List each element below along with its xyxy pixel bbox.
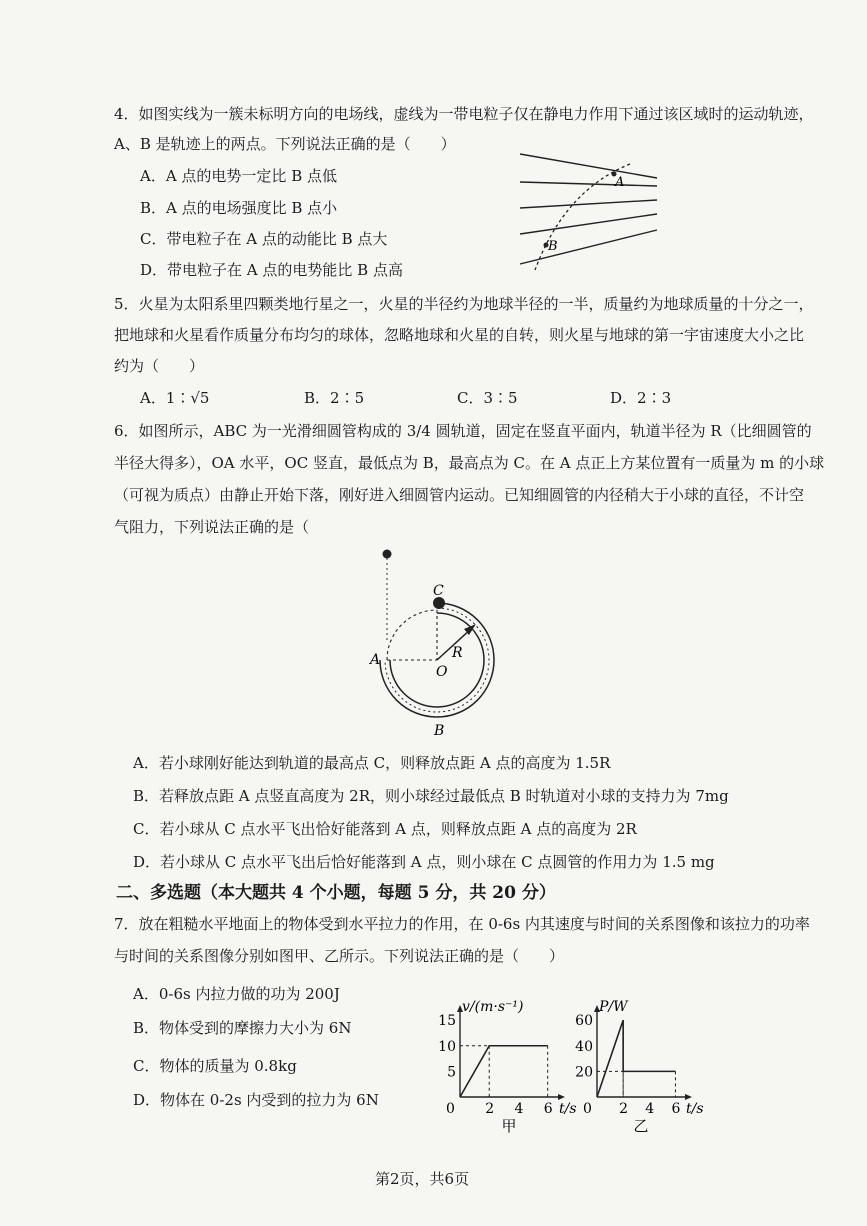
q7-option-b: B．物体受到的摩擦力大小为 6N [133, 1019, 352, 1037]
y-tick-label: 5 [447, 1064, 456, 1081]
field-line-5 [520, 230, 657, 264]
q7-stem-line1: 7．放在粗糙水平地面上的物体受到水平拉力的作用，在 0-6s 内其速度与时间的关系图像和该拉力的功率 [114, 915, 810, 933]
q4-option-b: B．A 点的电场强度比 B 点小 [140, 199, 338, 217]
label-r: R [452, 645, 463, 661]
y-axis-label: P/W [599, 999, 628, 1015]
point-b-label: B [548, 239, 558, 254]
power-time-chart [575, 995, 705, 1135]
x-tick-label: 4 [514, 1101, 524, 1117]
velocity-time-chart [440, 995, 595, 1135]
field-line-2 [520, 182, 657, 186]
q6-stem-line2: 半径大得多），OA 水平，OC 竖直，最低点为 B，最高点为 C。在 A 点正上方某位置有一质量为 m 的小球 [114, 454, 825, 472]
x-axis-label: t/s [686, 1101, 704, 1117]
y-tick-label: 15 [438, 1013, 456, 1030]
x-tick-label: 6 [671, 1101, 681, 1117]
q4-option-c: C．带电粒子在 A 点的动能比 B 点大 [140, 230, 388, 248]
q6-stem-line3: （可视为质点）由静止开始下落，刚好进入细圆管内运动。已知细圆管的内径稍大于小球的直径，不计空 [114, 486, 805, 504]
q7-option-a: A．0-6s 内拉力做的功为 200J [133, 985, 340, 1003]
y-tick-label: 60 [575, 1013, 593, 1030]
x-tick-label: 2 [619, 1101, 629, 1117]
field-line-4 [520, 214, 657, 234]
label-b: B [434, 723, 445, 739]
q6-option-d: D．若小球从 C 点水平飞出后恰好能落到 A 点，则小球在 C 点圆管的作用力为 1.5 mg [133, 853, 715, 871]
x-tick-label: 6 [543, 1101, 553, 1117]
q6-option-c: C．若小球从 C 点水平飞出恰好能落到 A 点，则释放点距 A 点的高度为 2R [133, 820, 637, 838]
q6-track-figure [360, 540, 520, 740]
chart-title: 乙 [633, 1117, 649, 1135]
q6-option-b: B．若释放点距 A 点竖直高度为 2R，则小球经过最低点 B 时轨道对小球的支持力为 7mg [133, 787, 729, 805]
x-tick-label: 0 [583, 1101, 592, 1117]
q5-stem-line3: 约为（ ） [114, 357, 205, 375]
x-tick-label: 0 [446, 1101, 455, 1117]
x-axis-arrow [685, 1094, 692, 1100]
y-tick-label: 40 [575, 1038, 593, 1055]
x-tick-label: 4 [645, 1101, 655, 1117]
point-a-label: A [615, 175, 625, 190]
q5-option-a: A．1∶√5 [140, 389, 210, 407]
label-o: O [436, 664, 448, 680]
q5-option-c: C．3∶5 [457, 389, 518, 407]
q4-stem-line1: 4．如图实线为一簇未标明方向的电场线，虚线为一带电粒子仅在静电力作用下通过该区域时的运动轨迹， [114, 105, 814, 123]
missing-quarter-arc [387, 610, 437, 660]
q6-stem-line1: 6．如图所示，ABC 为一光滑细圆管构成的 3/4 圆轨道，固定在竖直平面内，轨道半径为 R（比细圆管的 [114, 422, 812, 440]
q7-stem-line2: 与时间的关系图像分别如图甲、乙所示。下列说法正确的是（ ） [114, 947, 565, 965]
page-footer: 第2页，共6页 [375, 1170, 470, 1188]
label-a: A [370, 652, 381, 668]
q6-option-a: A．若小球刚好能达到轨道的最高点 C，则释放点距 A 点的高度为 1.5R [133, 754, 611, 772]
q4-option-a: A．A 点的电势一定比 B 点低 [140, 167, 337, 185]
x-tick-label: 2 [485, 1101, 495, 1117]
x-axis-label: t/s [559, 1101, 577, 1117]
field-line-1 [520, 154, 657, 178]
q7-option-d: D．物体在 0-2s 内受到的拉力为 6N [133, 1091, 379, 1109]
series-line [460, 1046, 548, 1097]
q5-stem-line2: 把地球和火星看作质量分布均匀的球体，忽略地球和火星的自转，则火星与地球的第一宇宙速度大小之比 [114, 326, 805, 344]
q4-stem-line2: A、B 是轨迹上的两点。下列说法正确的是（ ） [114, 135, 456, 153]
q5-option-d: D．2∶3 [610, 389, 672, 407]
section-2-title: 二、多选题（本大题共 4 个小题，每题 5 分，共 20 分） [116, 883, 556, 903]
y-tick-label: 20 [575, 1064, 593, 1081]
field-line-3 [520, 200, 657, 208]
y-tick-label: 10 [438, 1038, 456, 1055]
series-line [597, 1020, 675, 1097]
q5-stem-line1: 5．火星为太阳系里四颗类地行星之一，火星的半径约为地球半径的一半，质量约为地球质量的十分之一， [114, 295, 814, 313]
q7-option-c: C．物体的质量为 0.8kg [133, 1057, 297, 1075]
q5-option-b: B．2∶5 [304, 389, 365, 407]
y-axis-label: v/(m·s⁻¹) [462, 999, 524, 1015]
chart-title: 甲 [501, 1117, 517, 1135]
q6-stem-line4: 气阻力，下列说法正确的是（ [114, 518, 310, 536]
label-c: C [433, 583, 444, 599]
x-axis-arrow [558, 1094, 565, 1100]
q4-field-figure [515, 150, 665, 280]
q4-option-d: D．带电粒子在 A 点的电势能比 B 点高 [140, 261, 403, 279]
released-ball [383, 550, 392, 559]
